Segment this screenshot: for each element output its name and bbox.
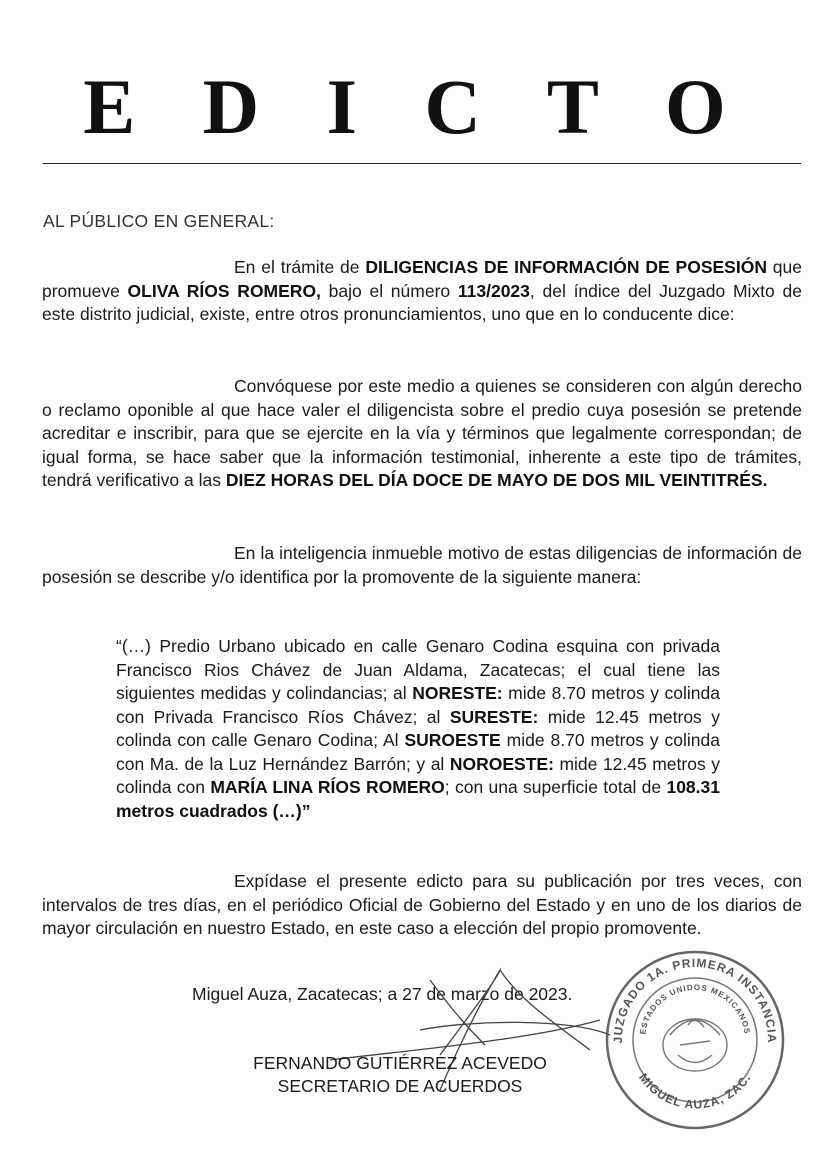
eagle-emblem-icon xyxy=(663,1019,727,1071)
place-date-line: Miguel Auza, Zacatecas; a 27 de marzo de 2023. xyxy=(192,984,573,1004)
svg-text:ESTADOS UNIDOS MEXICANOS: ESTADOS UNIDOS MEXICANOS xyxy=(638,982,752,1036)
svg-text:JUZGADO 1A. PRIMERA INSTANCIA: JUZGADO 1A. PRIMERA INSTANCIA xyxy=(610,955,780,1044)
paragraph-property-intro: En la inteligencia inmueble motivo de estas diligencias de información de posesión se describe y/o identifica por la promovente de la siguiente manera: xyxy=(42,543,802,587)
salutation: AL PÚBLICO EN GENERAL: xyxy=(43,211,275,231)
svg-text:MIGUEL AUZA, ZAC.: MIGUEL AUZA, ZAC. xyxy=(636,1070,754,1112)
document-title: E D I C T O xyxy=(83,63,750,150)
title-rule xyxy=(43,163,801,164)
paragraph-summons: Convóquese por este medio a quienes se consideren con algún derecho o reclamo oponible al que hace valer el diligencista sobre el predio cuya posesión se pretende acreditar e inscribir, para que se ejercite en la vía y términos que legalmente correspondan; de igual forma, se hace saber que la información testimonial, inherente a este tipo de trámites, tendrá verificativo a las DIEZ HORAS DEL DÍA DOCE DE MAYO DE DOS MIL VEINTITRÉS. xyxy=(42,376,802,490)
signer-role: SECRETARIO DE ACUERDOS xyxy=(277,1076,523,1096)
signer-name: FERNANDO GUTIÉRREZ ACEVEDO xyxy=(253,1053,547,1073)
property-description-quote: “(…) Predio Urbano ubicado en calle Genaro Codina esquina con privada Francisco Rios Chávez de Juan Aldama, Zacatecas; el cual tiene las siguientes medidas y colindancias; al NORESTE: mide 8.70 metros y colinda con Privada Francisco Ríos Chávez; al SURESTE: mide 12.45 metros y colinda con calle Genaro Codina; Al SUROESTE mide 8.70 metros y colinda con Ma. de la Luz Hernández Barrón; y al NOROESTE: mide 12.45 metros y colinda con MARÍA LINA RÍOS ROMERO; con una superficie total de 108.31 metros cuadrados (…)” xyxy=(116,636,720,821)
paragraph-publication: Expídase el presente edicto para su publicación por tres veces, con intervalos de tres días, en el periódico Oficial de Gobierno del Estado y en uno de los diarios de mayor circulación en nuestro Estado, en este caso a elección del propio promovente. xyxy=(42,871,802,938)
paragraph-proceeding: En el trámite de DILIGENCIAS DE INFORMACIÓN DE POSESIÓN que promueve OLIVA RÍOS ROMERO, bajo el número 113/2023, del índice del Juzgado Mixto de este distrito judicial, existe, entre otros pronunciamientos, uno que en lo conducente dice: xyxy=(42,257,803,324)
court-seal-icon xyxy=(600,945,790,1135)
